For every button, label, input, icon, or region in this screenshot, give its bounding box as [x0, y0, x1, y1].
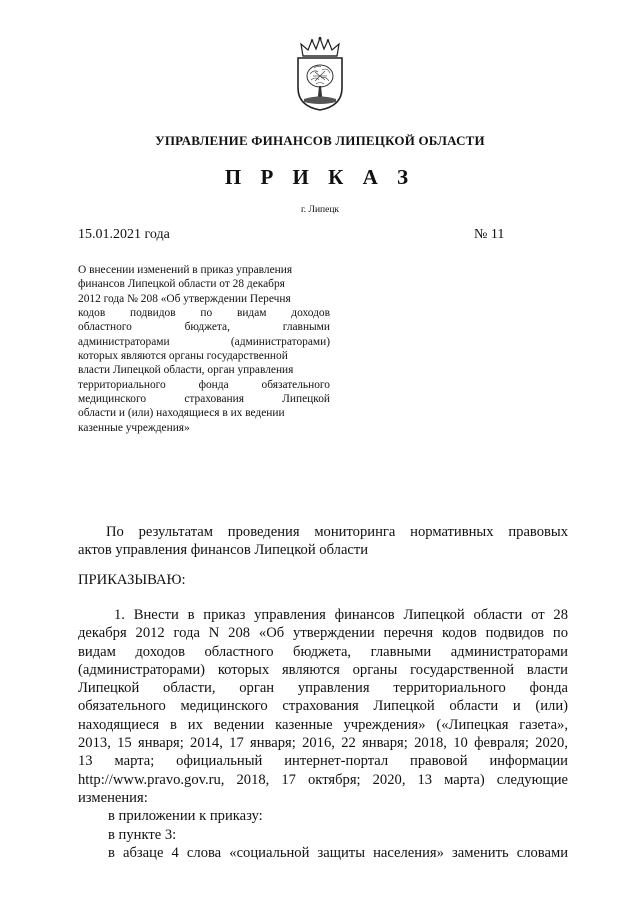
- body-line: (администраторами) которых являются органы государственной власти: [78, 661, 568, 678]
- document-number: № 11: [474, 227, 505, 242]
- body-line: в приложении к приказу:: [108, 808, 263, 825]
- subject-line: казенные учреждения»: [78, 421, 190, 434]
- body-line: декабря 2012 года N 208 «Об утверждении перечня кодов подвидов по: [78, 625, 568, 642]
- subject-line: медицинского страхования Липецкой: [78, 393, 330, 406]
- document-date: 15.01.2021 года: [78, 227, 170, 242]
- body-line: 1. Внести в приказ управления финансов Липецкой области от 28: [114, 607, 568, 623]
- body-line: http://www.pravo.gov.ru, 2018, 17 октября; 2020, 13 марта) следующие: [78, 771, 568, 788]
- subject-line: которых являются органы государственной: [78, 350, 288, 363]
- body-line: Липецкой области, орган управления территориального фонда: [78, 680, 568, 697]
- body-line: 13 марта; официальный интернет-портал правовой информации: [78, 753, 568, 770]
- preamble-paragraph: [78, 523, 568, 560]
- subject-line: финансов Липецкой области от 28 декабря: [78, 278, 285, 291]
- body-line: в абзаце 4 слова «социальной защиты населения» заменить словами: [108, 844, 568, 861]
- subject-line: 2012 года № 208 «Об утверждении Перечня: [78, 292, 291, 305]
- subject-line: О внесении изменений в приказ управления: [78, 264, 293, 276]
- body-line: видам доходов областного бюджета, главными администраторами: [78, 643, 568, 660]
- coat-of-arms-icon: [294, 36, 346, 112]
- body-line: обязательного медицинского страхования Липецкой области и (или): [78, 698, 568, 715]
- order-word: ПРИКАЗЫВАЮ:: [78, 572, 186, 588]
- organization-name: УПРАВЛЕНИЕ ФИНАНСОВ ЛИПЕЦКОЙ ОБЛАСТИ: [155, 133, 485, 148]
- body-line: 2013, 15 января; 2014, 17 января; 2016, 22 января; 2018, 10 февраля; 2020,: [78, 735, 568, 752]
- clause-1: [78, 606, 568, 862]
- body-line: находящиеся в их ведении казенные учреждения» («Липецкая газета»,: [78, 716, 568, 733]
- body-line: в пункте 3:: [108, 826, 177, 843]
- body-line: изменения:: [78, 789, 148, 806]
- body-line: По результатам проведения мониторинга нормативных правовых: [106, 524, 568, 540]
- body-line: актов управления финансов Липецкой области: [78, 542, 369, 559]
- subject-line: власти Липецкой области, орган управления: [78, 364, 294, 377]
- city-label: г. Липецк: [300, 205, 340, 215]
- subject-line: администраторами (администраторами): [78, 335, 330, 348]
- document-subject: [78, 263, 330, 435]
- subject-line: областного бюджета, главными: [78, 321, 330, 334]
- subject-line: кодов подвидов по видам доходов: [78, 307, 330, 320]
- subject-line: области и (или) находящиеся в их ведении: [78, 407, 285, 420]
- subject-line: территориального фонда обязательного: [78, 378, 330, 391]
- document-type-title: П Р И К А З: [224, 165, 416, 189]
